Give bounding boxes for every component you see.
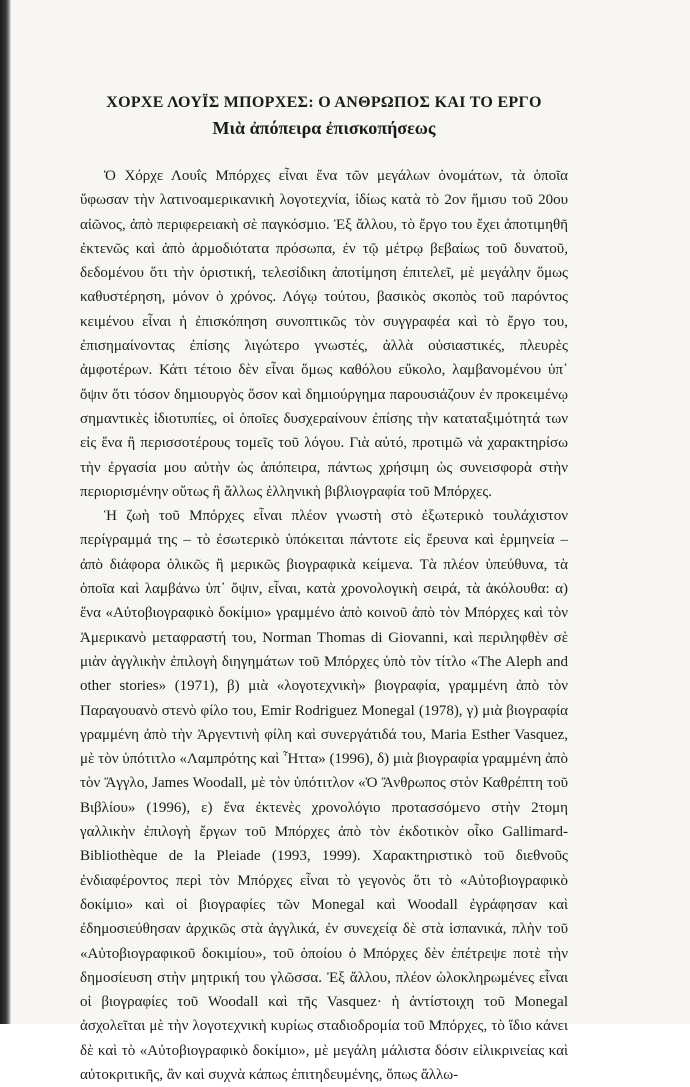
paragraph-2: Ἡ ζωὴ τοῦ Μπόρχες εἶναι πλέον γνωστὴ στὸ ἐξωτερικὸ τουλάχιστον περίγραμμά της – τὸ ἐσωτερικὸ ὑπόκειται πάντοτε εἰς ἔρευνα καὶ ἑρμηνεία – ἀπὸ διάφορα ὁλικῶς ἢ μερικῶς βιογραφικὰ κείμενα. Τὰ πλέον ὑπεύθυνα, τὰ ὁποῖα καὶ λαμβάνω ὑπ᾽ ὄψιν, εἶναι, κατὰ χρονολογικὴ σειρά, τὰ ἀκόλουθα: α) ἕνα «Αὐτοβιογραφικὸ δοκίμιο» γραμμένο ἀπὸ κοινοῦ ἀπὸ τὸν Μπόρχες καὶ τὸν Ἀμερικανὸ μεταφραστή του, Norman Thomas di Giovanni, καὶ περιληφθὲν σὲ μιὰν ἀγγλικὴν ἐπιλογὴ διηγημάτων τοῦ Μπόρχες ὑπὸ τὸν τίτλο «The Aleph and other stories» (1971), β) μιὰ «λογοτεχνικὴ» βιογραφία, γραμμένη ἀπὸ τὸν Παραγουανὸ στενὸ φίλο του, Emir Rodriguez Monegal (1978), γ) μιὰ βιογραφία γραμμένη ἀπὸ τὴν Ἀργεντινὴ φίλη καὶ συνεργάτιδά του, Maria Esther Vasquez, μὲ τὸν ὑπότιτλο «Λαμπρότης καὶ Ἧττα» (1996), δ) μιὰ βιογραφία γραμμένη ἀπὸ τὸν Ἄγγλο, James Woodall, μὲ τὸν ὑπότιτλον «Ὁ Ἄνθρωπος στὸν Καθρέπτη τοῦ Βιβλίου» (1996), ε) ἕνα ἐκτενὲς χρονολόγιο προτασσόμενο στὴν 2τομη γαλλικὴν ἐπιλογὴ ἔργων τοῦ Μπόρχες ἀπὸ τὸν ἐκδοτικὸν οἶκο Gallimard-Bibliothèque de la Pleiade (1993, 1999). Χαρακτηριστικὸ τοῦ διεθνοῦς ἐνδιαφέροντος περὶ τὸν Μπόρχες εἶναι τὸ γεγονὸς ὅτι τὸ «Αὐτοβιογραφικὸ δοκίμιο» καὶ οἱ βιογραφίες τῶν Monegal καὶ Woodall ἐγράφησαν καὶ ἐδημοσιεύθησαν ἀρχικῶς στὰ ἀγγλικά, ἐν συνεχείᾳ δὲ στὰ ἱσπανικά, πλὴν τοῦ «Αὐτοβιογραφικοῦ δοκιμίου», τοῦ ὁποίου ὁ Μπόρχες δὲν ἐπέτρεψε ποτὲ τὴν δημοσίευση στὴν μητρική του γλῶσσα. Ἐξ ἄλλου, πλέον ὡλοκληρωμένες εἶναι οἱ βιογραφίες τοῦ Woodall καὶ τῆς Vasquez· ἡ ἀντίστοιχη τοῦ Monegal ἀσχολεῖται μὲ τὴν λογοτεχνικὴ κυρίως σταδιοδρομία τοῦ Μπόρχες, τὸ ἴδιο κάνει δὲ καὶ τὸ «Αὐτοβιογραφικὸ δοκίμιο», μὲ μεγάλη μάλιστα δόσιν εἰλικρινείας καὶ αὐτοκριτικῆς, ἂν καὶ συχνὰ κάπως ἐπιτηδευμένης, ὅπως ἄλλω- <box>80 508 568 1083</box>
binding-shadow <box>0 0 11 1024</box>
document-title: ΧΟΡΧΕ ΛΟΥΪΣ ΜΠΟΡΧΕΣ: Ο ΑΝΘΡΩΠΟΣ ΚΑΙ ΤΟ ΕΡΓΟ <box>106 94 542 111</box>
document-subtitle: Μιὰ ἀπόπειρα ἐπισκοπήσεως <box>212 118 436 138</box>
paragraph-1: Ὁ Χόρχε Λουΐς Μπόρχες εἶναι ἕνα τῶν μεγάλων ὀνομάτων, τὰ ὁποῖα ὕφωσαν τὴν λατινοαμερικανικὴ λογοτεχνία, ἰδίως κατὰ τὸ 2ον ἥμισυ τοῦ 20ου αἰῶνος, ἀπὸ περιφερειακὴ σὲ παγκόσμιο. Ἐξ ἄλλου, τὸ ἔργο του ἔχει ἀποτιμηθῆ ἐκτενῶς καὶ ἀπὸ ἁρμοδιότατα πρόσωπα, ἐν τῷ μέτρῳ βεβαίως τοῦ δυνατοῦ, δεδομένου ὅτι τὴν ὁριστική, τελεσίδικη ἀποτίμηση ἐπιτελεῖ, μὲ μεγάλην ὅμως καθυστέρηση, μόνον ὁ χρόνος. Λόγῳ τούτου, βασικὸς σκοπὸς τοῦ παρόντος κειμένου εἶναι ἡ ἐπισκόπηση συνοπτικῶς τὸν συγγραφέα καὶ τὸ ἔργο του, ἐπισημαίνοντας ἐπίσης λιγώτερο γνωστές, ἀλλὰ οὐσιαστικές, πλευρὲς ἀμφοτέρων. Κάτι τέτοιο δὲν εἶναι ὅμως καθόλου εὔκολο, λαμβανομένου ὑπ᾽ ὄψιν ὅτι τόσον δημιουργὸς ὅσον καὶ δημιούργημα παρουσιάζουν ἐν προκειμένῳ σημαντικὲς ἰδιοτυπίες, οἱ ὁποῖες δυσχεραίνουν ἐπίσης τὴν καταταξιμότητά των εἰς ἕνα ἢ περισσοτέρους τομεῖς τοῦ λόγου. Γιὰ αὐτό, προτιμῶ νὰ χαρακτηρίσω τὴν ἐργασία μου αὐτὴν ὡς ἀπόπειρα, πάντως χρήσιμη ὡς συνεισφορὰ στὴν περιορισμένην οὕτως ἢ ἄλλως ἑλληνικὴ βιβλιογραφία τοῦ Μπόρχες. <box>80 168 568 500</box>
document-body <box>80 92 568 1087</box>
